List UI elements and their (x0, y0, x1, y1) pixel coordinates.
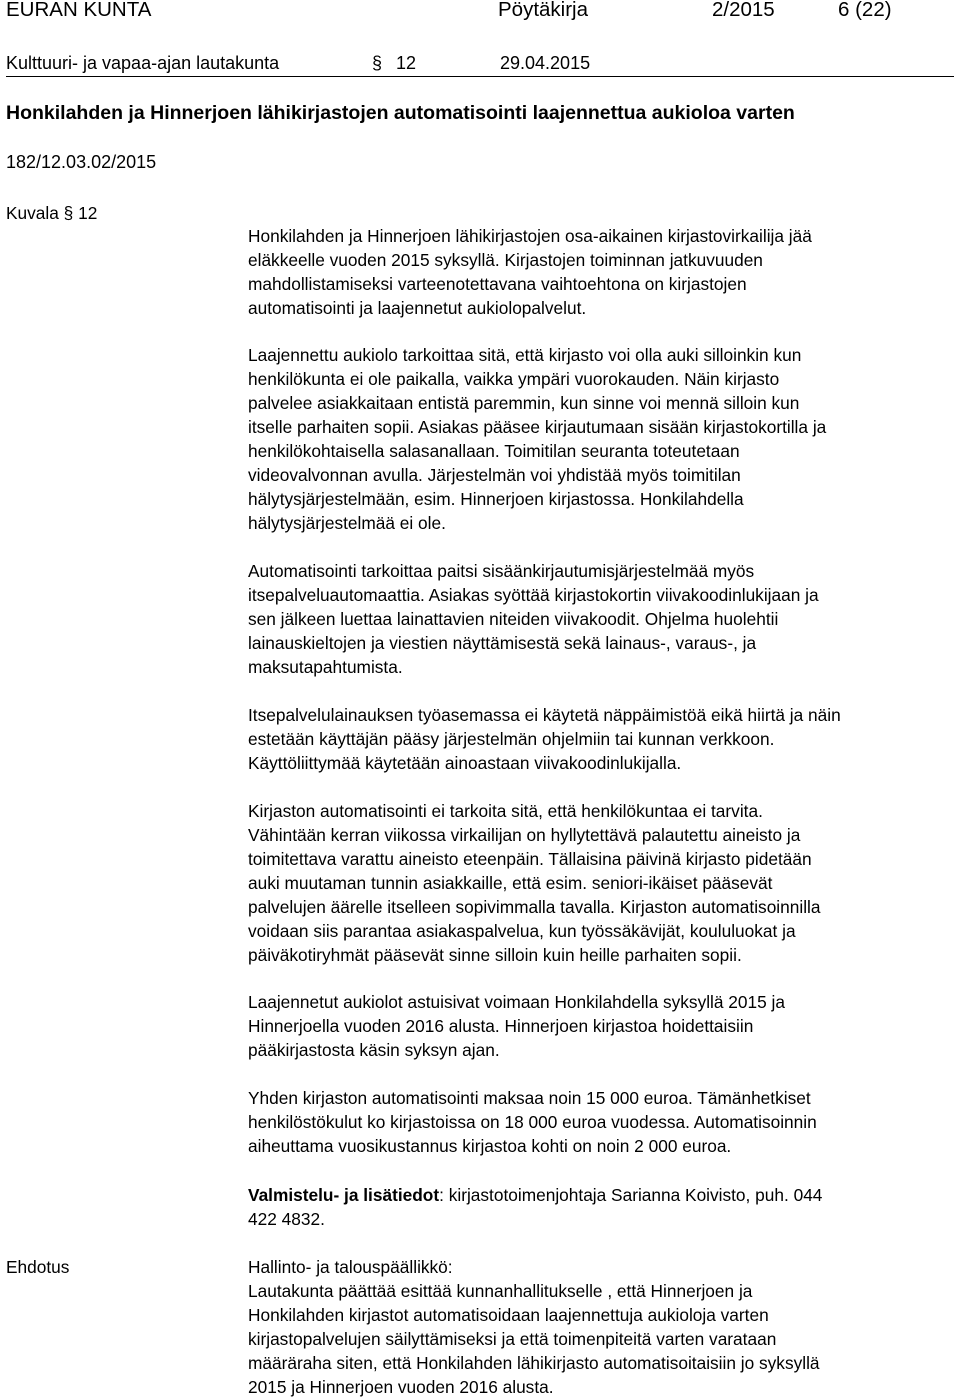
document-type: Pöytäkirja (498, 0, 589, 21)
text-line: itselle parhaiten sopii. Asiakas pääsee kirjautumaan sisään kirjastokortilla ja (248, 417, 827, 437)
item-reference: 182/12.03.02/2015 (6, 152, 157, 172)
preparation-phone: 422 4832. (248, 1209, 325, 1229)
text-line: Automatisointi tarkoittaa paitsi sisäänkirjautumisjärjestelmää myös (248, 561, 755, 581)
text-line: voidaan siis parantaa asiakaspalvelua, kun työssäkävijät, koululuokat ja (248, 921, 796, 941)
preparation-contact: : kirjastotoimenjohtaja Sarianna Koivisto, puh. 044 (439, 1185, 823, 1205)
text-line: automatisointi ja laajennetut aukiolopalvelut. (248, 298, 587, 318)
municipality-name: EURAN KUNTA (6, 0, 152, 21)
text-line: eläkkeelle vuoden 2015 syksyllä. Kirjastojen toiminnan jatkuvuuden (248, 250, 763, 270)
text-line: Vähintään kerran viikossa virkailijan on hyllytettävä palautettu aineisto ja (248, 825, 801, 845)
text-line: Käyttöliittymää käytetään ainoastaan viivakoodinlukijalla. (248, 753, 682, 773)
proposal-label: Ehdotus (6, 1257, 70, 1277)
section-number: 12 (396, 53, 417, 73)
preparation-line (248, 1183, 960, 1207)
preparation-label: Valmistelu- ja lisätiedot (248, 1185, 440, 1205)
text-line: Kirjaston automatisointi ei tarkoita sitä, että henkilökuntaa ei tarvita. (248, 801, 763, 821)
committee-name: Kulttuuri- ja vapaa-ajan lautakunta (6, 53, 280, 73)
paragraph-schedule (248, 990, 960, 1062)
text-line: Lautakunta päättää esittää kunnanhallitukselle , että Hinnerjoen ja (248, 1281, 753, 1301)
text-line: maksutapahtumista. (248, 657, 403, 677)
text-line: Yhden kirjaston automatisointi maksaa noin 15 000 euroa. Tämänhetkiset (248, 1088, 811, 1108)
text-line: Hinnerjoella vuoden 2016 alusta. Hinnerjoen kirjastoa hoidettaisiin (248, 1016, 754, 1036)
preparation-info (248, 1183, 960, 1231)
paragraph-costs (248, 1086, 960, 1158)
text-line: Hallinto- ja talouspäällikkö: (248, 1257, 453, 1277)
text-line: kirjastopalvelujen säilyttämiseksi ja että toimenpiteitä varten varataan (248, 1329, 777, 1349)
text-line: Laajennettu aukiolo tarkoittaa sitä, että kirjasto voi olla auki silloinkin kun (248, 345, 802, 365)
text-line: määräraha siten, että Honkilahden lähikirjasto automatisoitaisiin jo syksyllä (248, 1353, 820, 1373)
text-line: Honkilahden ja Hinnerjoen lähikirjastojen osa-aikainen kirjastovirkailija jää (248, 226, 812, 246)
text-line: lainauskieltojen ja viestien näyttämisestä sekä lainaus-, varaus-, ja (248, 633, 757, 653)
header-divider (6, 76, 954, 77)
text-line: henkilökohtaisella salasanallaan. Toimitilan seuranta toteutetaan (248, 441, 740, 461)
kuvala-section-mark: § (63, 203, 74, 223)
proposal-text (248, 1255, 960, 1399)
paragraph-extended-hours (248, 343, 960, 535)
section-mark: § (372, 53, 383, 73)
text-line: mahdollistamiseksi varteenotettavana vaihtoehtona on kirjastojen (248, 274, 747, 294)
paragraph-background (248, 224, 960, 320)
text-line: Laajennetut aukiolot astuisivat voimaan Honkilahdella syksyllä 2015 ja (248, 992, 786, 1012)
text-line: hälytysjärjestelmään, esim. Hinnerjoen kirjastossa. Honkilahdella (248, 489, 744, 509)
document-number: 2/2015 (712, 0, 775, 21)
text-line: palvelujen äärelle itselleen sopivimmalla tavalla. Kirjaston automatisoinnilla (248, 897, 821, 917)
text-line: henkilökunta ei ole paikalla, vaikka ympäri vuorokauden. Näin kirjasto (248, 369, 780, 389)
paragraph-staffing (248, 799, 960, 967)
text-line: päiväkotiryhmät pääsevät sinne silloin kuin heille parhaiten sopii. (248, 945, 742, 965)
text-line: Honkilahden kirjastot automatisoidaan laajennettuja aukioloja varten (248, 1305, 769, 1325)
item-title: Honkilahden ja Hinnerjoen lähikirjastojen automatisointi laajennettua aukioloa varten (6, 102, 795, 124)
page-number: 6 (22) (838, 0, 892, 21)
text-line: estetään käyttäjän pääsy järjestelmän ohjelmiin tai kunnan verkkoon. (248, 729, 775, 749)
text-line: 2015 ja Hinnerjoen vuoden 2016 alusta. (248, 1377, 554, 1397)
kuvala-label: Kuvala (6, 203, 59, 223)
text-line: hälytysjärjestelmää ei ole. (248, 513, 446, 533)
meeting-date: 29.04.2015 (500, 53, 591, 73)
text-line: toimitettava varattu aineisto eteenpäin. Tällaisina päivinä kirjasto pidetään (248, 849, 812, 869)
text-line: pääkirjastosta käsin syksyn ajan. (248, 1040, 500, 1060)
text-line: henkilöstökulut ko kirjastoissa on 18 000 euroa vuodessa. Automatisoinnin (248, 1112, 817, 1132)
text-line: Itsepalvelulainauksen työasemassa ei käytetä näppäimistöä eikä hiirtä ja näin (248, 705, 841, 725)
paragraph-self-service (248, 703, 960, 775)
text-line: videovalvonnan avulla. Järjestelmän voi yhdistää myös toimitilan (248, 465, 741, 485)
text-line: itsepalveluautomaattia. Asiakas syöttää kirjastokortin viivakoodinlukijaan ja (248, 585, 819, 605)
kuvala-number: 12 (78, 203, 98, 223)
paragraph-automation (248, 559, 960, 679)
text-line: palvelee asiakkaitaan entistä paremmin, kun sinne voi mennä silloin kun (248, 393, 800, 413)
kuvala-label-group (6, 201, 97, 225)
text-line: aiheuttama vuosikustannus kirjastoa kohti on noin 2 000 euroa. (248, 1136, 732, 1156)
text-line: auki muutaman tunnin asiakkaille, että esim. seniori-ikäiset pääsevät (248, 873, 773, 893)
text-line: sen jälkeen luettaa lainattavien niteiden viivakoodit. Ohjelma huolehtii (248, 609, 779, 629)
